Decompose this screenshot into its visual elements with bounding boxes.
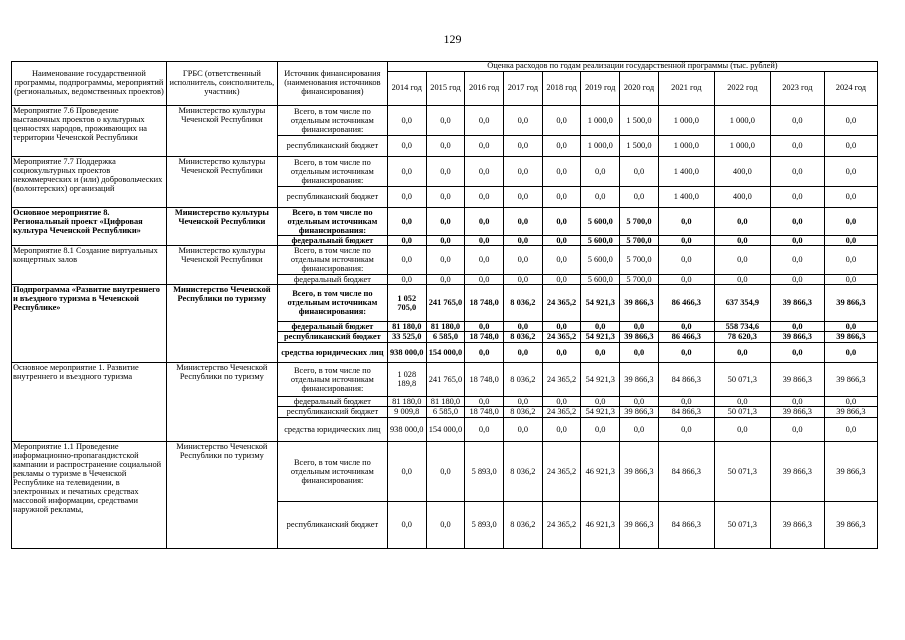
- year-value: 0,0: [465, 342, 504, 362]
- year-value: 81 180,0: [426, 321, 465, 331]
- year-value: 84 866,3: [658, 501, 714, 548]
- measure-name: Основное мероприятие 1. Развитие внутреннего и въездного туризма: [12, 362, 167, 441]
- year-value: 0,0: [504, 396, 543, 406]
- measure-name: Мероприятие 8.1 Создание виртуальных концертных залов: [12, 246, 167, 284]
- table-row: [12, 106, 878, 136]
- year-value: 0,0: [426, 187, 465, 208]
- year-value: 558 734,6: [714, 321, 770, 331]
- year-value: 1 500,0: [620, 106, 659, 136]
- year-value: 1 000,0: [581, 106, 620, 136]
- year-value: 0,0: [770, 208, 824, 236]
- year-value: 0,0: [620, 396, 659, 406]
- year-value: 0,0: [770, 187, 824, 208]
- year-value: 0,0: [542, 342, 581, 362]
- year-value: 50 071,3: [714, 406, 770, 417]
- year-value: 39 866,3: [824, 284, 877, 321]
- year-value: 0,0: [504, 417, 543, 441]
- header-source: Источник финансирования (наименования источников финансирования): [277, 62, 387, 106]
- year-value: 0,0: [824, 396, 877, 406]
- year-value: 78 620,3: [714, 331, 770, 342]
- year-value: 0,0: [581, 187, 620, 208]
- year-value: 0,0: [542, 157, 581, 187]
- year-value: 0,0: [658, 208, 714, 236]
- year-value: 8 036,2: [504, 284, 543, 321]
- year-value: 0,0: [620, 321, 659, 331]
- header-year: 2019 год: [581, 72, 620, 106]
- year-value: 5 700,0: [620, 246, 659, 274]
- year-value: 0,0: [465, 106, 504, 136]
- year-value: 46 921,3: [581, 501, 620, 548]
- year-value: 0,0: [824, 106, 877, 136]
- year-value: 39 866,3: [770, 501, 824, 548]
- year-value: 81 180,0: [387, 396, 426, 406]
- year-value: 0,0: [658, 342, 714, 362]
- year-value: 5 700,0: [620, 274, 659, 284]
- year-value: 0,0: [824, 246, 877, 274]
- year-value: 0,0: [770, 246, 824, 274]
- table-row: [12, 441, 878, 501]
- year-value: 0,0: [581, 417, 620, 441]
- funding-source: средства юридических лиц: [277, 417, 387, 441]
- year-value: 5 893,0: [465, 501, 504, 548]
- year-value: 0,0: [770, 396, 824, 406]
- year-value: 0,0: [387, 236, 426, 246]
- year-value: 0,0: [465, 274, 504, 284]
- year-value: 0,0: [770, 321, 824, 331]
- year-value: 0,0: [542, 208, 581, 236]
- year-value: 39 866,3: [824, 331, 877, 342]
- funding-source: республиканский бюджет: [277, 406, 387, 417]
- year-value: 39 866,3: [620, 331, 659, 342]
- header-year: 2015 год: [426, 72, 465, 106]
- funding-source: средства юридических лиц: [277, 342, 387, 362]
- measure-grbs: Министерство Чеченской Республики по туризму: [166, 284, 277, 362]
- year-value: 0,0: [387, 187, 426, 208]
- year-value: 39 866,3: [620, 284, 659, 321]
- year-value: 154 000,0: [426, 342, 465, 362]
- year-value: 84 866,3: [658, 406, 714, 417]
- page-number: 129: [443, 32, 462, 46]
- measure-grbs: Министерство культуры Чеченской Республики: [166, 208, 277, 246]
- header-year: 2016 год: [465, 72, 504, 106]
- year-value: 0,0: [542, 187, 581, 208]
- year-value: 0,0: [426, 274, 465, 284]
- table-row: [12, 362, 878, 396]
- year-value: 6 585,0: [426, 406, 465, 417]
- funding-source: Всего, в том числе по отдельным источникам финансирования:: [277, 284, 387, 321]
- funding-source: Всего, в том числе по отдельным источникам финансирования:: [277, 157, 387, 187]
- header-year: 2024 год: [824, 72, 877, 106]
- year-value: 39 866,3: [770, 331, 824, 342]
- year-value: 0,0: [824, 321, 877, 331]
- year-value: 39 866,3: [770, 406, 824, 417]
- header-years-group: Оценка расходов по годам реализации государственной программы (тыс. рублей): [387, 62, 877, 72]
- year-value: 0,0: [542, 136, 581, 157]
- year-value: 0,0: [387, 208, 426, 236]
- year-value: 0,0: [824, 157, 877, 187]
- year-value: 0,0: [824, 274, 877, 284]
- header-year: 2018 год: [542, 72, 581, 106]
- year-value: 0,0: [770, 274, 824, 284]
- year-value: 1 000,0: [658, 136, 714, 157]
- year-value: 1 500,0: [620, 136, 659, 157]
- year-value: 0,0: [658, 274, 714, 284]
- year-value: 54 921,3: [581, 331, 620, 342]
- header-year: 2020 год: [620, 72, 659, 106]
- year-value: 50 071,3: [714, 362, 770, 396]
- measure-name: Основное мероприятие 8. Региональный проект «Цифровая культура Чеченской Республики»: [12, 208, 167, 246]
- year-value: 18 748,0: [465, 362, 504, 396]
- year-value: 0,0: [426, 157, 465, 187]
- year-value: 0,0: [770, 236, 824, 246]
- year-value: 39 866,3: [824, 362, 877, 396]
- year-value: 0,0: [504, 274, 543, 284]
- year-value: 8 036,2: [504, 441, 543, 501]
- year-value: 0,0: [770, 342, 824, 362]
- funding-source: республиканский бюджет: [277, 331, 387, 342]
- funding-source: Всего, в том числе по отдельным источникам финансирования:: [277, 441, 387, 501]
- year-value: 0,0: [542, 321, 581, 331]
- year-value: 0,0: [465, 187, 504, 208]
- year-value: 39 866,3: [620, 441, 659, 501]
- year-value: 39 866,3: [824, 441, 877, 501]
- year-value: 18 748,0: [465, 406, 504, 417]
- year-value: 1 000,0: [581, 136, 620, 157]
- year-value: 5 700,0: [620, 208, 659, 236]
- year-value: 0,0: [581, 157, 620, 187]
- table-row: [12, 157, 878, 187]
- year-value: 241 765,0: [426, 284, 465, 321]
- year-value: 938 000,0: [387, 417, 426, 441]
- header-name: Наименование государственной программы, подпрограммы, мероприятий (региональных, ведомственных проектов): [12, 62, 167, 106]
- year-value: 81 180,0: [387, 321, 426, 331]
- year-value: 0,0: [824, 136, 877, 157]
- year-value: 0,0: [658, 246, 714, 274]
- year-value: 33 525,0: [387, 331, 426, 342]
- year-value: 39 866,3: [620, 362, 659, 396]
- year-value: 0,0: [465, 136, 504, 157]
- year-value: 24 365,2: [542, 406, 581, 417]
- year-value: 0,0: [426, 106, 465, 136]
- year-value: 0,0: [504, 106, 543, 136]
- year-value: 0,0: [542, 274, 581, 284]
- year-value: 0,0: [542, 396, 581, 406]
- year-value: 0,0: [465, 246, 504, 274]
- year-value: 0,0: [504, 157, 543, 187]
- header-year: 2014 год: [387, 72, 426, 106]
- year-value: 0,0: [714, 342, 770, 362]
- year-value: 50 071,3: [714, 441, 770, 501]
- year-value: 0,0: [824, 187, 877, 208]
- year-value: 0,0: [426, 136, 465, 157]
- year-value: 0,0: [581, 342, 620, 362]
- year-value: 0,0: [426, 208, 465, 236]
- year-value: 86 466,3: [658, 331, 714, 342]
- year-value: 5 700,0: [620, 236, 659, 246]
- funding-source: федеральный бюджет: [277, 396, 387, 406]
- year-value: 0,0: [714, 274, 770, 284]
- year-value: 0,0: [770, 417, 824, 441]
- year-value: 39 866,3: [620, 501, 659, 548]
- funding-source: Всего, в том числе по отдельным источникам финансирования:: [277, 106, 387, 136]
- year-value: 0,0: [620, 342, 659, 362]
- header-year: 2021 год: [658, 72, 714, 106]
- year-value: 0,0: [824, 208, 877, 236]
- funding-source: Всего, в том числе по отдельным источникам финансирования:: [277, 246, 387, 274]
- header-row-top: [12, 62, 878, 72]
- year-value: 0,0: [465, 417, 504, 441]
- measure-grbs: Министерство Чеченской Республики по туризму: [166, 362, 277, 441]
- table-row: [12, 246, 878, 274]
- year-value: 9 009,8: [387, 406, 426, 417]
- measure-name: Мероприятие 7.6 Проведение выставочных проектов о культурных ценностях народов, проживающих на территории Чеченской Республики: [12, 106, 167, 157]
- budget-table: [11, 61, 878, 549]
- funding-source: республиканский бюджет: [277, 187, 387, 208]
- year-value: 0,0: [387, 106, 426, 136]
- year-value: 0,0: [658, 417, 714, 441]
- year-value: 0,0: [504, 246, 543, 274]
- table-row: [12, 208, 878, 236]
- year-value: 0,0: [658, 321, 714, 331]
- measure-name: Мероприятие 7.7 Поддержка социокультурных проектов некоммерческих и (или) добровольческих (волонтерских) организаций: [12, 157, 167, 208]
- year-value: 637 354,9: [714, 284, 770, 321]
- year-value: 0,0: [465, 157, 504, 187]
- year-value: 0,0: [542, 417, 581, 441]
- year-value: 154 000,0: [426, 417, 465, 441]
- year-value: 46 921,3: [581, 441, 620, 501]
- year-value: 8 036,2: [504, 501, 543, 548]
- year-value: 0,0: [824, 342, 877, 362]
- year-value: 0,0: [426, 441, 465, 501]
- year-value: 1 400,0: [658, 157, 714, 187]
- year-value: 54 921,3: [581, 284, 620, 321]
- year-value: 8 036,2: [504, 362, 543, 396]
- year-value: 0,0: [426, 246, 465, 274]
- year-value: 24 365,2: [542, 441, 581, 501]
- year-value: 0,0: [542, 106, 581, 136]
- measure-grbs: Министерство культуры Чеченской Республики: [166, 157, 277, 208]
- year-value: 0,0: [714, 236, 770, 246]
- measure-name: Мероприятие 1.1 Проведение информационно-пропагандистской кампании и распространение социальной рекламы о туризме в Чеченской Республике на телевидении, в электронных и печатных средствах массовой информации, средствами наружной рекламы,: [12, 441, 167, 548]
- year-value: 938 000,0: [387, 342, 426, 362]
- year-value: 18 748,0: [465, 284, 504, 321]
- year-value: 84 866,3: [658, 441, 714, 501]
- year-value: 0,0: [658, 236, 714, 246]
- year-value: 0,0: [714, 246, 770, 274]
- table-row: [12, 284, 878, 321]
- year-value: 39 866,3: [770, 284, 824, 321]
- year-value: 0,0: [387, 136, 426, 157]
- year-value: 1 052 705,0: [387, 284, 426, 321]
- measure-name: Подпрограмма «Развитие внутреннего и въездного туризма в Чеченской Республике»: [12, 284, 167, 362]
- year-value: 1 000,0: [714, 136, 770, 157]
- year-value: 24 365,2: [542, 331, 581, 342]
- year-value: 0,0: [714, 396, 770, 406]
- year-value: 5 893,0: [465, 441, 504, 501]
- year-value: 0,0: [620, 157, 659, 187]
- year-value: 0,0: [824, 417, 877, 441]
- funding-source: федеральный бюджет: [277, 321, 387, 331]
- year-value: 0,0: [581, 396, 620, 406]
- year-value: 1 400,0: [658, 187, 714, 208]
- year-value: 0,0: [465, 396, 504, 406]
- year-value: 54 921,3: [581, 406, 620, 417]
- year-value: 39 866,3: [824, 406, 877, 417]
- header-year: 2022 год: [714, 72, 770, 106]
- year-value: 0,0: [770, 136, 824, 157]
- measure-grbs: Министерство культуры Чеченской Республики: [166, 246, 277, 284]
- year-value: 8 036,2: [504, 406, 543, 417]
- funding-source: республиканский бюджет: [277, 136, 387, 157]
- year-value: 39 866,3: [770, 441, 824, 501]
- funding-source: Всего, в том числе по отдельным источникам финансирования:: [277, 362, 387, 396]
- year-value: 0,0: [504, 136, 543, 157]
- year-value: 5 600,0: [581, 274, 620, 284]
- year-value: 24 365,2: [542, 501, 581, 548]
- year-value: 0,0: [465, 321, 504, 331]
- year-value: 0,0: [387, 157, 426, 187]
- year-value: 1 000,0: [658, 106, 714, 136]
- year-value: 24 365,2: [542, 284, 581, 321]
- year-value: 0,0: [770, 157, 824, 187]
- year-value: 54 921,3: [581, 362, 620, 396]
- year-value: 0,0: [426, 501, 465, 548]
- year-value: 5 600,0: [581, 236, 620, 246]
- year-value: 0,0: [387, 246, 426, 274]
- year-value: 0,0: [504, 342, 543, 362]
- year-value: 50 071,3: [714, 501, 770, 548]
- year-value: 0,0: [714, 208, 770, 236]
- year-value: 0,0: [387, 501, 426, 548]
- funding-source: федеральный бюджет: [277, 274, 387, 284]
- measure-grbs: Министерство Чеченской Республики по туризму: [166, 441, 277, 548]
- year-value: 0,0: [504, 321, 543, 331]
- year-value: 0,0: [824, 236, 877, 246]
- year-value: 39 866,3: [620, 406, 659, 417]
- year-value: 0,0: [620, 187, 659, 208]
- year-value: 241 765,0: [426, 362, 465, 396]
- funding-source: Всего, в том числе по отдельным источникам финансирования:: [277, 208, 387, 236]
- year-value: 0,0: [581, 321, 620, 331]
- year-value: 5 600,0: [581, 246, 620, 274]
- year-value: 39 866,3: [770, 362, 824, 396]
- year-value: 400,0: [714, 187, 770, 208]
- year-value: 0,0: [426, 236, 465, 246]
- year-value: 81 180,0: [426, 396, 465, 406]
- year-value: 0,0: [387, 274, 426, 284]
- year-value: 0,0: [770, 106, 824, 136]
- year-value: 86 466,3: [658, 284, 714, 321]
- year-value: 0,0: [658, 396, 714, 406]
- year-value: 84 866,3: [658, 362, 714, 396]
- year-value: 8 036,2: [504, 331, 543, 342]
- year-value: 6 585,0: [426, 331, 465, 342]
- year-value: 1 028 189,8: [387, 362, 426, 396]
- header-year: 2023 год: [770, 72, 824, 106]
- year-value: 18 748,0: [465, 331, 504, 342]
- year-value: 5 600,0: [581, 208, 620, 236]
- year-value: 0,0: [620, 417, 659, 441]
- year-value: 0,0: [504, 208, 543, 236]
- year-value: 1 000,0: [714, 106, 770, 136]
- year-value: 400,0: [714, 157, 770, 187]
- year-value: 0,0: [465, 236, 504, 246]
- year-value: 0,0: [542, 246, 581, 274]
- year-value: 39 866,3: [824, 501, 877, 548]
- year-value: 0,0: [714, 417, 770, 441]
- year-value: 0,0: [504, 236, 543, 246]
- year-value: 0,0: [465, 208, 504, 236]
- year-value: 0,0: [504, 187, 543, 208]
- year-value: 0,0: [542, 236, 581, 246]
- measure-grbs: Министерство культуры Чеченской Республики: [166, 106, 277, 157]
- funding-source: республиканский бюджет: [277, 501, 387, 548]
- year-value: 0,0: [387, 441, 426, 501]
- funding-source: федеральный бюджет: [277, 236, 387, 246]
- header-grbs: ГРБС (ответственный исполнитель, соисполнитель, участник): [166, 62, 277, 106]
- header-year: 2017 год: [504, 72, 543, 106]
- year-value: 24 365,2: [542, 362, 581, 396]
